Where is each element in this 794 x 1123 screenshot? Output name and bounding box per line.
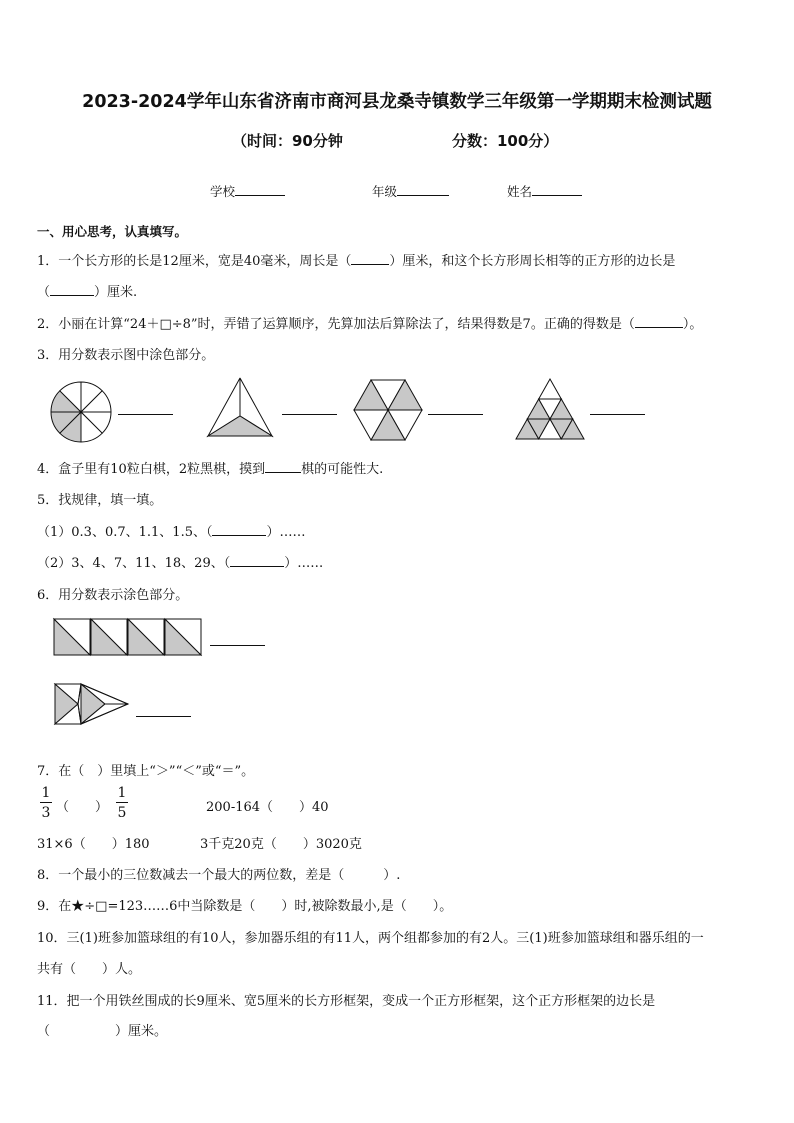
exam-time: （时间：90分钟 <box>232 132 343 150</box>
question-7: 7．在（ ）里填上“＞”“＜”或“＝”。 <box>37 764 255 779</box>
exam-score: 分数：100分） <box>452 132 559 150</box>
arrow-triangles-figure <box>53 682 131 726</box>
hexagon-figure <box>352 378 424 442</box>
q1-answer-blank-2[interactable] <box>50 295 94 296</box>
q5-answer-blank-1[interactable] <box>212 535 266 536</box>
question-11-line-2: （ ）厘米。 <box>37 1024 168 1039</box>
question-8: 8．一个最小的三位数减去一个最大的两位数，差是（ ）. <box>37 868 401 883</box>
q5-answer-blank-2[interactable] <box>230 566 284 567</box>
section-title: 一、用心思考，认真填写。 <box>37 224 188 239</box>
question-9: 9．在★÷□=123……6中当除数是（ ）时,被除数最小,是（ ）。 <box>37 899 453 914</box>
triangle-figure <box>206 376 274 438</box>
page-title: 2023-2024学年山东省济南市商河县龙桑寺镇数学三年级第一学期期末检测试题 <box>82 92 712 112</box>
q7-item-4: 3千克20克（ ）3020克 <box>200 837 362 852</box>
grade-label: 年级 <box>372 184 398 199</box>
question-5: 5．找规律，填一填。 <box>37 493 163 508</box>
question-5-row-2: （2）3、4、7、11、18、29、（ ）…… <box>37 556 324 571</box>
question-10-line-1: 10．三(1)班参加篮球组的有10人，参加器乐组的有11人，两个组都参加的有2人。三(1)班参加篮球组和器乐组的一 <box>37 931 704 946</box>
grade-field[interactable] <box>372 182 449 200</box>
name-field[interactable] <box>507 182 582 200</box>
question-11-line-1: 11．把一个用铁丝围成的长9厘米、宽5厘米的长方形框架，变成一个正方形框架，这个正方形框架的边长是 <box>37 994 656 1009</box>
school-blank[interactable] <box>235 195 285 196</box>
q6-answer-line-1[interactable] <box>210 645 265 646</box>
q4-answer-blank[interactable] <box>265 472 301 473</box>
question-3: 3．用分数表示图中涂色部分。 <box>37 348 215 363</box>
question-5-row-1: （1）0.3、0.7、1.1、1.5、（ ）…… <box>37 525 306 540</box>
circle-figure <box>49 380 113 444</box>
question-6: 6．用分数表示涂色部分。 <box>37 588 189 603</box>
question-4: 4．盒子里有10粒白棋，2粒黑棋，摸到 棋的可能性大. <box>37 462 384 477</box>
q3-answer-line-1[interactable] <box>118 414 173 415</box>
q7-item-3: 31×6（ ）180 <box>37 837 150 852</box>
name-label: 姓名 <box>507 184 533 199</box>
q2-answer-blank[interactable] <box>635 327 683 328</box>
grade-blank[interactable] <box>397 195 449 196</box>
q3-answer-line-2[interactable] <box>282 414 337 415</box>
question-1-line-2: （ ）厘米. <box>37 285 138 300</box>
question-1-line-1: 1．一个长方形的长是12厘米，宽是40毫米，周长是（ ）厘米，和这个长方形周长相等的正方形的边长是 <box>37 254 676 269</box>
school-field[interactable] <box>210 182 285 200</box>
fraction-one-third: $\frac{1}{3}$ <box>41 785 51 821</box>
name-blank[interactable] <box>532 195 582 196</box>
question-2: 2．小丽在计算“24＋□÷8”时，弄错了运算顺序，先算加法后算除法了，结果得数是7。正确的得数是（ ）。 <box>37 317 703 332</box>
triangle-grid-figure <box>515 378 585 440</box>
q7-compare-blank-1[interactable]: （ ） <box>56 800 109 815</box>
q1-answer-blank-1[interactable] <box>351 264 389 265</box>
fraction-one-fifth: $\frac{1}{5}$ <box>117 785 127 821</box>
q7-item-2: 200-164（ ）40 <box>206 800 329 815</box>
q3-answer-line-4[interactable] <box>590 414 645 415</box>
squares-figure <box>53 618 205 656</box>
q6-answer-line-2[interactable] <box>136 716 191 717</box>
q3-answer-line-3[interactable] <box>428 414 483 415</box>
question-10-line-2: 共有（ ）人。 <box>37 962 142 977</box>
school-label: 学校 <box>210 184 236 199</box>
